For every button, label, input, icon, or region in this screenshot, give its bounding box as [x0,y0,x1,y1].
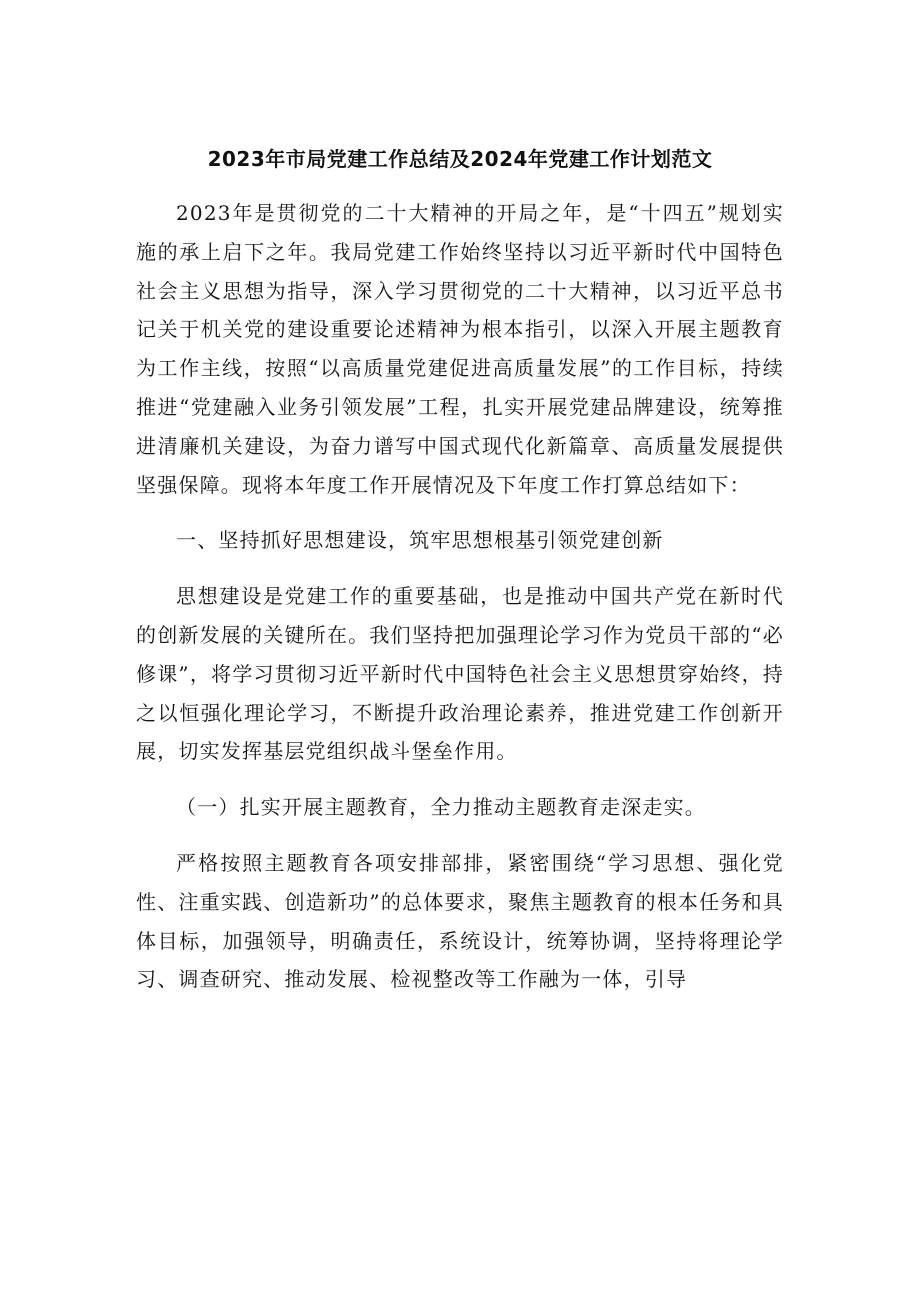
document-body [136,140,784,999]
section-1-paragraph: 思想建设是党建工作的重要基础，也是推动中国共产党在新时代的创新发展的关键所在。我们坚持把加强理论学习作为党员干部的“必修课”，将学习贯彻习近平新时代中国特色社会主义思想贯穿始终，持之以恒强化理论学习，不断提升政治理论素养，推进党建工作创新开展，切实发挥基层党组织战斗堡垒作用。 [136,584,784,764]
subsection-1-paragraph: 严格按照主题教育各项安排部排，紧密围绕“学习思想、强化党性、注重实践、创造新功”的总体要求，聚焦主题教育的根本任务和具体目标，加强领导，明确责任，系统设计，统筹协调，坚持将理论学习、调查研究、推动发展、检视整改等工作融为一体，引导 [136,850,784,992]
document-title: 2023年市局党建工作总结及2024年党建工作计划范文 [207,147,713,171]
section-heading-1: 一、坚持抓好思想建设，筑牢思想根基引领党建创新 [176,528,664,553]
subsection-heading-1: （一）扎实开展主题教育，全力推动主题教育走深走实。 [176,795,706,820]
intro-paragraph: 2023年是贯彻党的二十大精神的开局之年，是“十四五”规划实施的承上启下之年。我局党建工作始终坚持以习近平新时代中国特色社会主义思想为指导，深入学习贯彻党的二十大精神，以习近平总书记关于机关党的建设重要论述精神为根本指引，以深入开展主题教育为工作主线，按照“以高质量党建促进高质量发展”的工作目标，持续推进“党建融入业务引领发展”工程，扎实开展党建品牌建设，统筹推进清廉机关建设，为奋力谱写中国式现代化新篇章、高质量发展提供坚强保障。现将本年度工作开展情况及下年度工作打算总结如下： [136,201,784,497]
